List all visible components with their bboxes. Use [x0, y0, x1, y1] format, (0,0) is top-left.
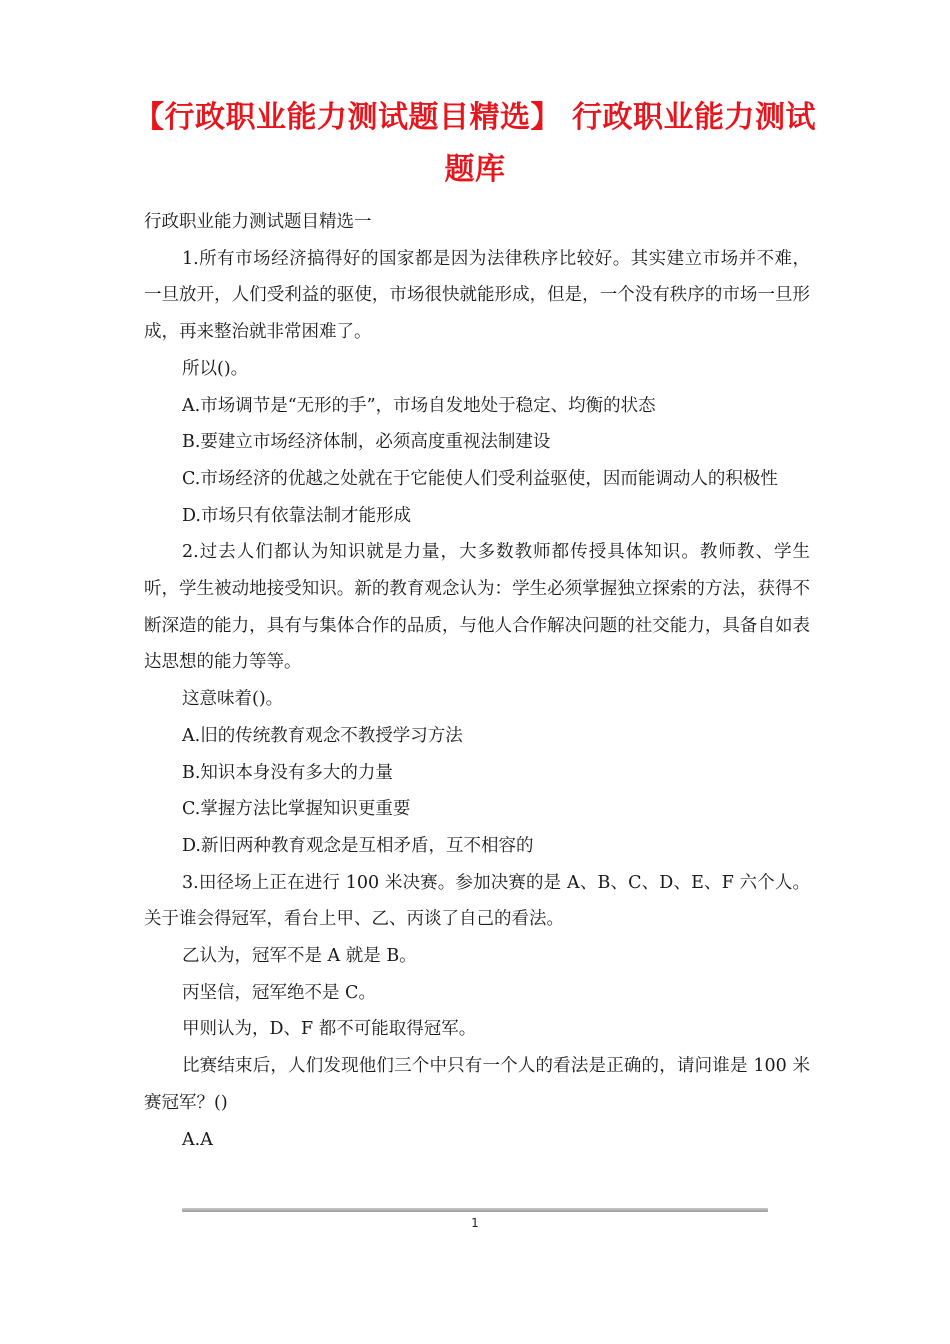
page-number: 1: [471, 1216, 479, 1230]
question-2-option-a: A.旧的传统教育观念不教授学习方法: [182, 725, 463, 746]
footer-divider: [182, 1208, 768, 1212]
question-3-text: 3.田径场上正在进行 100 米决赛。参加决赛的是 A、B、C、D、E、F 六个人。关于谁会得冠军，看台上甲、乙、丙谈了自己的看法。: [144, 872, 810, 930]
question-2-text: 2.过去人们都认为知识就是力量，大多数教师都传授具体知识。教师教、学生听，学生被动地接受知识。新的教育观念认为：学生必须掌握独立探索的方法，获得不断深造的能力，具有与集体合作的品质，与他人合作解决问题的社交能力，具备自如表达思想的能力等等。: [144, 542, 810, 673]
question-1-option-a: A.市场调节是“无形的手”，市场自发地处于稳定、均衡的状态: [182, 395, 656, 416]
question-2-prompt: 这意味着()。: [182, 689, 284, 710]
section-heading: 行政职业能力测试题目精选一: [144, 212, 372, 232]
question-3-statement-jia: 甲则认为，D、F 都不可能取得冠军。: [182, 1019, 477, 1040]
question-2-option-c: C.掌握方法比掌握知识更重要: [182, 799, 411, 820]
question-1-option-c: C.市场经济的优越之处就在于它能使人们受利益驱使，因而能调动人的积极性: [182, 468, 778, 489]
question-1-prompt: 所以()。: [182, 358, 249, 379]
question-2-option-d: D.新旧两种教育观念是互相矛盾，互不相容的: [182, 835, 534, 856]
question-3-statement-yi: 乙认为，冠军不是 A 就是 B。: [182, 946, 417, 967]
question-3-option-a: A.A: [182, 1129, 213, 1150]
question-1-option-b: B.要建立市场经济体制，必须高度重视法制建设: [182, 432, 551, 453]
document-body: [144, 204, 810, 1158]
question-3-statement-bing: 丙坚信，冠军绝不是 C。: [182, 982, 376, 1003]
question-1-option-d: D.市场只有依靠法制才能形成: [182, 505, 411, 526]
question-3-prompt: 比赛结束后，人们发现他们三个中只有一个人的看法是正确的，请问谁是 100 米赛冠军？(): [144, 1056, 810, 1113]
question-1-text: 1.所有市场经济搞得好的国家都是因为法律秩序比较好。其实建立市场并不难，一旦放开，人们受利益的驱使，市场很快就能形成，但是，一个没有秩序的市场一旦形成，再来整治就非常困难了。: [144, 248, 810, 343]
document-title: 【行政职业能力测试题目精选】 行政职业能力测试题库: [134, 100, 816, 187]
question-2-option-b: B.知识本身没有多大的力量: [182, 762, 393, 783]
